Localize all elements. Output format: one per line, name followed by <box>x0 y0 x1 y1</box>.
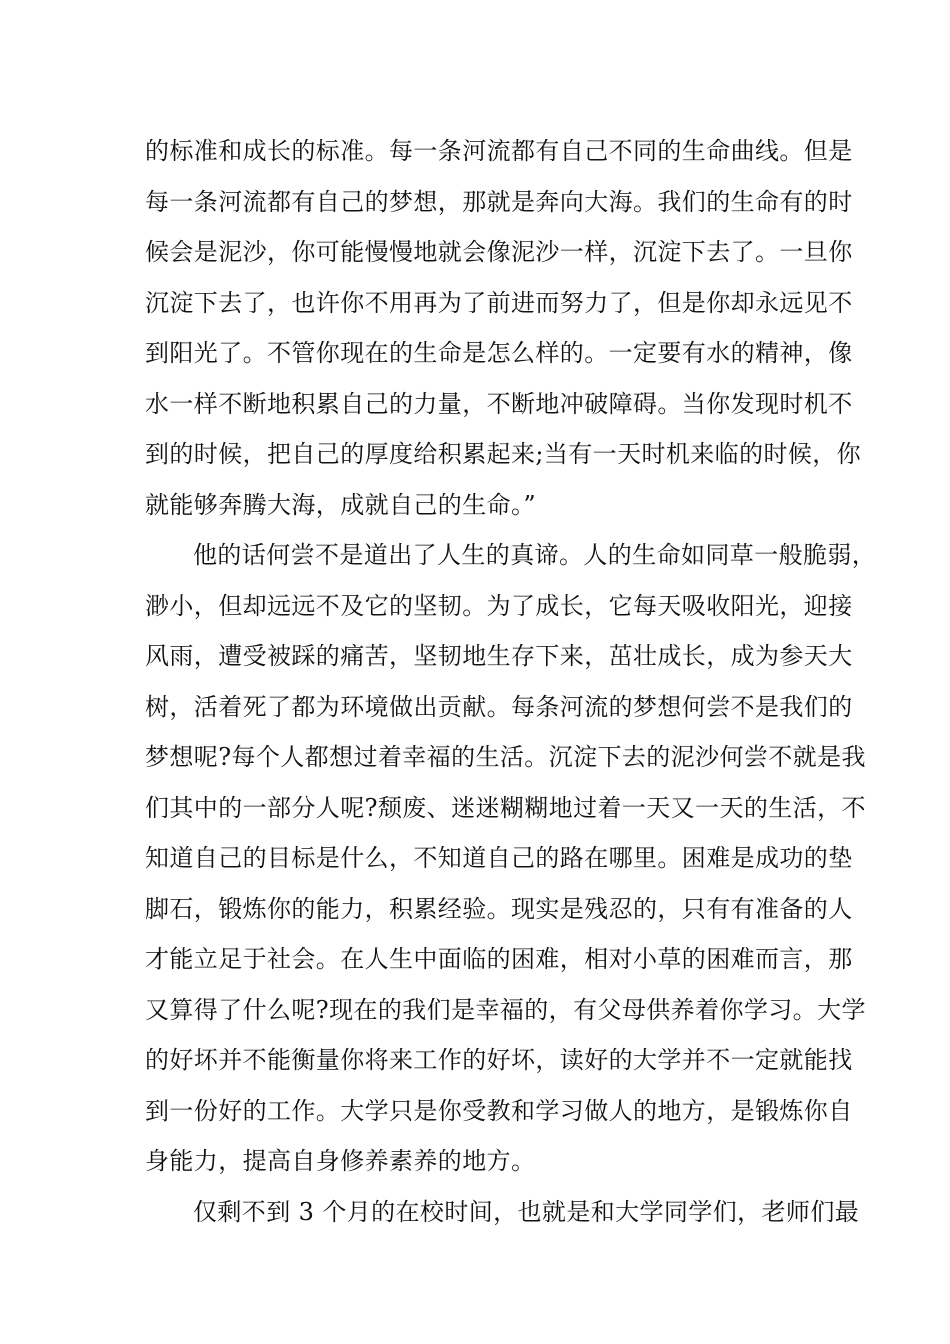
text-line: 他的话何尝不是道出了人生的真谛。人的生命如同草一般脆弱， <box>193 541 877 569</box>
text-line: 沉淀下去了，也许你不用再为了前进而努力了，但是你却永远见不 <box>145 288 853 317</box>
text-line: 脚石，锻炼你的能力，积累经验。现实是残忍的，只有有准备的人 <box>145 894 853 923</box>
text-line: 渺小，但却远远不及它的坚韧。为了成长，它每天吸收阳光，迎接 <box>145 591 853 620</box>
text-line: 风雨，遭受被踩的痛苦，坚韧地生存下来，茁壮成长，成为参天大 <box>145 642 853 670</box>
text-line: 水一样不断地积累自己的力量，不断地冲破障碍。当你发现时机不 <box>145 389 853 418</box>
document-body <box>145 126 877 1237</box>
text-line: 才能立足于社会。在人生中面临的困难，相对小草的困难而言，那 <box>145 945 853 973</box>
text-line: 们其中的一部分人呢?颓废、迷迷糊糊地过着一天又一天的生活，不 <box>145 793 866 822</box>
text-line: 每一条河流都有自己的梦想，那就是奔向大海。我们的生命有的时 <box>145 187 853 216</box>
text-line: 的好坏并不能衡量你将来工作的好坏，读好的大学并不一定就能找 <box>145 1046 853 1074</box>
text-line: 到一份好的工作。大学只是你受教和学习做人的地方，是锻炼你自 <box>145 1096 853 1125</box>
text-line: 梦想呢?每个人都想过着幸福的生活。沉淀下去的泥沙何尝不就是我 <box>145 743 866 771</box>
text-line: 树，活着死了都为环境做出贡献。每条河流的梦想何尝不是我们的 <box>145 692 853 721</box>
text-line: 仅剩不到 3 个月的在校时间，也就是和大学同学们，老师们最 <box>193 1197 860 1226</box>
text-line: 到阳光了。不管你现在的生命是怎么样的。一定要有水的精神，像 <box>145 339 853 367</box>
text-line: 的标准和成长的标准。每一条河流都有自己不同的生命曲线。但是 <box>145 137 853 165</box>
text-line: 到的时候，把自己的厚度给积累起来;当有一天时机来临的时候，你 <box>145 440 862 468</box>
text-line: 就能够奔腾大海，成就自己的生命。” <box>145 490 537 519</box>
text-line: 身能力，提高自身修养素养的地方。 <box>145 1147 536 1175</box>
text-line: 候会是泥沙，你可能慢慢地就会像泥沙一样，沉淀下去了。一旦你 <box>145 238 853 266</box>
text-line: 又算得了什么呢?现在的我们是幸福的，有父母供养着你学习。大学 <box>145 995 866 1024</box>
text-line: 知道自己的目标是什么，不知道自己的路在哪里。困难是成功的垫 <box>145 844 853 872</box>
